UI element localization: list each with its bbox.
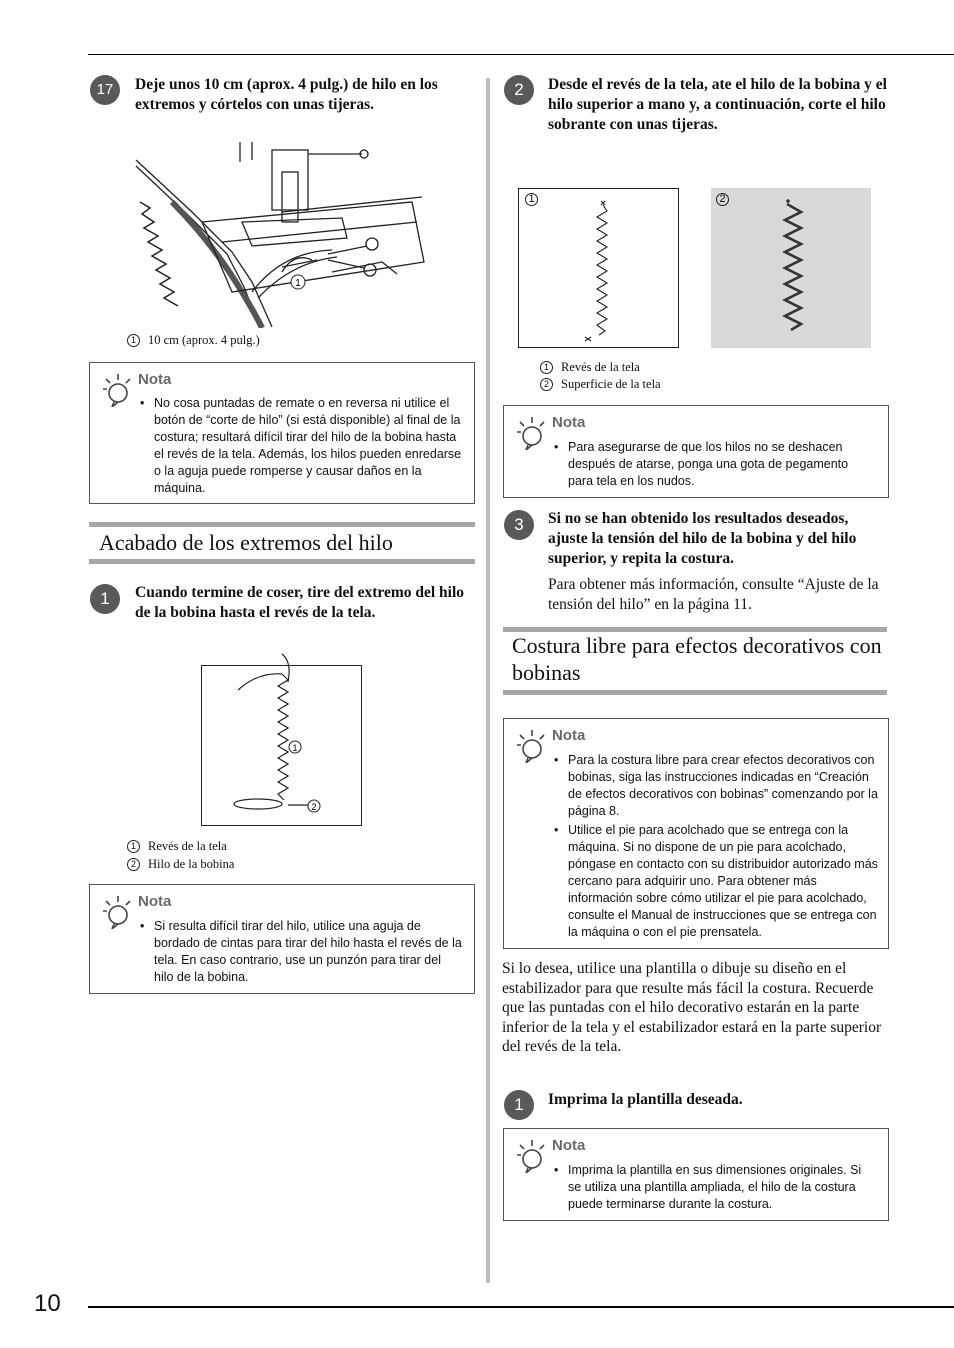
bobbin-thread-figure [201, 665, 362, 826]
nota-5-list [554, 1162, 876, 1215]
fig2-label-1: 1 [525, 193, 538, 206]
step-2-badge: 2 [504, 75, 534, 105]
section-2-title: Costura libre para efectos decorativos con bobinas [512, 633, 882, 685]
step-1-badge: 1 [90, 584, 120, 614]
step-3-body: Para obtener más información, consulte “Ajuste de la tensión del hilo” en la página 11. [548, 576, 879, 613]
step-1b-badge: 1 [504, 1090, 534, 1120]
fig1-caption-2: 2 Hilo de la bobina [127, 855, 234, 873]
fig2-caption-1: 1 Revés de la tela [540, 358, 640, 376]
step-1-text: Cuando termine de coser, tire del extremo del hilo de la bobina hasta el revés de la tela. [135, 584, 465, 621]
nota-4-title: Nota [552, 727, 586, 744]
step-1b-text: Imprima la plantilla deseada. [548, 1091, 743, 1108]
nota-box-2 [89, 884, 475, 994]
fig1-callout-2: 2 [311, 802, 317, 812]
fig2-caption-2: 2 Superficie de la tela [540, 375, 661, 393]
nota-3-list [554, 439, 876, 492]
nota-4-item-2: • Utilice el pie para acolchado que se entrega con la máquina. Si no dispone de un pie para acolchado, póngase en contacto con su distribuidor autorizado más cercano para adquirir uno. Para obtener más información sobre cómo utilizar el pie para acolchado, consulte el Manual de instrucciones que se entrega con la máquina o con el pie prensatela. [554, 822, 882, 941]
nota-4-item-1: • Para la costura libre para crear efectos decorativos con bobinas, siga las instrucciones indicadas en “Creación de efectos decorativos con bobinas” comenzando por la página 8. [554, 752, 882, 820]
nota-3-item: • Para asegurarse de que los hilos no se deshacen después de atarse, ponga una gota de pegamento para tela en los nudos. [554, 439, 876, 490]
fig1-caption-1: 1 Revés de la tela [127, 837, 227, 855]
nota-1-title: Nota [138, 371, 172, 388]
nota-2-item: • Si resulta difícil tirar del hilo, utilice una aguja de bordado de cintas para tirar del hilo hasta el revés de la tela. En caso contrario, use un punzón para tirar del hilo de la bobina. [140, 918, 462, 986]
section-2-bottom-bar [503, 690, 887, 695]
note-lightbulb-icon [102, 373, 132, 407]
nota-3-title: Nota [552, 414, 586, 431]
nota-2-title: Nota [138, 893, 172, 910]
fig17-caption: 1 10 cm (aprox. 4 pulg.) [127, 331, 260, 349]
fig2-label-2: 2 [716, 193, 729, 206]
reverse-side-figure [518, 188, 679, 348]
section-heading-2 [503, 627, 887, 697]
nota-box-3 [503, 405, 889, 498]
fig17-callout: 1 [295, 278, 301, 289]
nota-1-item: • No cosa puntadas de remate o en reversa ni utilice el botón de “corte de hilo” (si está disponible) al final de la costura; resultará difícil tirar del hilo de la bobina hasta el revés de la tela. Además, los hilos pueden enredarse o la aguja puede romperse y causar daños en la máquina. [140, 395, 468, 497]
fig1-callout-1: 1 [292, 743, 298, 753]
note-lightbulb-icon [516, 729, 546, 763]
surface-side-figure [711, 188, 871, 348]
page-number: 10 [34, 1290, 61, 1317]
nota-5-item: • Imprima la plantilla en sus dimensiones originales. Si se utiliza una plantilla ampliada, el hilo de la costura puede terminarse durante la costura. [554, 1162, 876, 1213]
step-3-badge: 3 [504, 510, 534, 540]
note-lightbulb-icon [516, 1139, 546, 1173]
nota-box-1 [89, 362, 475, 504]
bottom-rule [88, 1306, 954, 1308]
note-lightbulb-icon [102, 895, 132, 929]
section-1-bottom-bar [89, 559, 475, 564]
nota-box-5 [503, 1128, 889, 1221]
step-17-text: Deje unos 10 cm (aprox. 4 pulg.) de hilo en los extremos y córtelos con unas tijeras. [135, 76, 438, 113]
step-2-text: Desde el revés de la tela, ate el hilo de la bobina y el hilo superior a mano y, a continuación, corte el hilo sobrante con unas tijeras. [548, 76, 887, 133]
step-3-text: Si no se han obtenido los resultados deseados, ajuste la tensión del hilo de la bobina y del hilo superior, y repita la costura. [548, 510, 857, 567]
nota-box-4 [503, 718, 889, 949]
column-separator [486, 78, 490, 1283]
nota-4-list [554, 752, 882, 943]
step-17-badge: 17 [90, 75, 120, 105]
section-1-top-bar [89, 522, 475, 527]
nota-1-list [140, 395, 468, 499]
presser-foot-illustration [132, 142, 428, 328]
top-rule [88, 54, 954, 55]
decorative-paragraph: Si lo desea, utilice una plantilla o dibuje su diseño en el estabilizador para que resulte más fácil la costura. Recuerde que las puntadas con el hilo decorativo estarán en la parte inferior de la tela y el estabilizador estará en la parte superior del revés de la tela. [502, 960, 882, 1055]
nota-5-title: Nota [552, 1137, 586, 1154]
nota-2-list [140, 918, 462, 988]
section-1-title: Acabado de los extremos del hilo [99, 530, 393, 555]
note-lightbulb-icon [516, 416, 546, 450]
section-heading-1 [89, 522, 475, 566]
